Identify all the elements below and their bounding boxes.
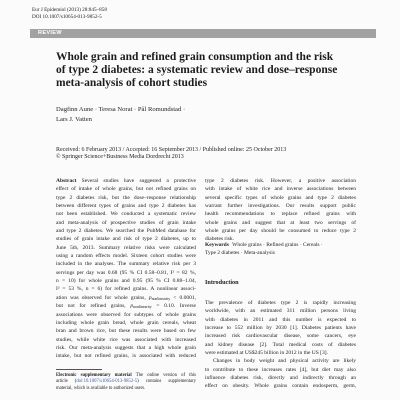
text-segment: Electronic supplementary material — [56, 372, 132, 378]
text-segment: whole grains and suggest that at least two servings of — [205, 219, 356, 226]
author-separator: · — [94, 106, 98, 113]
text-segment: The prevalence of diabetes type 2 is rapidly increasing — [205, 300, 356, 306]
text-segment: intake, but not refined grains, is associated with reduced — [56, 353, 196, 360]
paragraph — [56, 177, 196, 361]
footnote-rule — [56, 369, 102, 370]
text-segment: bran and brown rice, but these results were based on few — [56, 328, 196, 335]
text-segment: and meta-analysis of prospective studies of grain intake — [56, 219, 196, 226]
journal-citation: Eur J Epidemiol (2013) 28:845–858 — [32, 7, 107, 13]
text-line — [205, 341, 356, 349]
keywords-label: Keywords — [205, 242, 229, 248]
abstract-left-column — [56, 177, 196, 361]
text-line — [56, 344, 196, 352]
text-segment: associations were observed for subtypes of whole grains — [56, 311, 196, 318]
text-segment: = 0.10. Inverse — [151, 303, 196, 310]
text-line — [205, 366, 356, 374]
keyword-term: Refined grains — [266, 242, 299, 248]
author-name: Dagfinn Aune — [56, 106, 94, 113]
text-line — [56, 227, 196, 235]
text-line — [56, 336, 196, 344]
text-line — [56, 185, 196, 193]
text-segment: increase to 552 million by 2030 [1]. Diabetes patients have — [205, 325, 356, 332]
abstract-right-column — [205, 177, 356, 244]
text-segment: studies, while white rice was associated with increased — [56, 336, 196, 343]
text-line — [205, 316, 356, 324]
text-segment: < 0.0001, — [170, 294, 197, 301]
title-line: of type 2 diabetes: a systematic review and dose–response — [56, 64, 338, 76]
text-segment: nonlinearity — [133, 305, 152, 310]
text-line — [56, 386, 196, 393]
article-doi: DOI 10.1007/s10654-013-9852-5 — [32, 14, 102, 20]
text-segment: Several studies have suggested a protective — [76, 178, 196, 184]
copyright-line: © Springer Science+Business Media Dordrecht 2013 — [56, 153, 184, 160]
title-line: meta-analysis of cohort studies — [56, 77, 208, 89]
text-segment: increased risk cardiovascular disease, some cancers, eye — [205, 333, 356, 340]
text-segment: several specific types of whole grains and type 2 diabetes — [205, 194, 356, 201]
text-segment: worldwide, with an estimated 311 million persons living — [205, 308, 356, 315]
paragraph — [205, 299, 356, 357]
text-segment: type 2 diabetes risk, but the dose–response relationship — [56, 194, 196, 201]
text-segment: material, which is available to authorized users. — [56, 385, 146, 391]
text-line — [205, 382, 356, 390]
text-line — [56, 244, 196, 252]
text-line — [56, 202, 196, 210]
keyword-term: Cereals — [303, 242, 320, 248]
text-line — [56, 373, 196, 380]
text-line — [56, 210, 196, 218]
history-dates: Received: 6 February 2013 / Accepted: 16 September 2013 / Published online: 25 October 2013 — [56, 146, 287, 153]
author-list — [56, 105, 185, 124]
text-segment: including whole grain bread, whole grain cereals, wheat — [56, 319, 196, 326]
text-segment: June 5th, 2013. Summary relative risks were calculated — [56, 244, 196, 251]
text-line — [205, 349, 356, 357]
text-line — [56, 219, 196, 227]
text-line — [56, 319, 196, 327]
text-line — [56, 302, 196, 310]
article-title — [56, 51, 337, 90]
introduction-body — [205, 299, 356, 391]
keyword-separator: · — [320, 242, 323, 248]
text-segment: influence diabetes risk, directly and indirectly through an — [205, 375, 356, 382]
text-segment: The online version of this — [131, 372, 196, 378]
text-line — [205, 374, 356, 382]
author-name: Lars J. Vatten — [56, 115, 92, 123]
text-segment: ) contains supplementary — [137, 379, 196, 385]
publication-history — [56, 147, 286, 161]
author-name: Teresa Norat — [98, 106, 133, 113]
text-line — [56, 194, 196, 202]
text-segment: effect of intake of whole grains, but not refined grains on — [56, 186, 196, 193]
text-segment: health recommendations to replace refined grains with — [205, 211, 356, 218]
title-line: Whole grain and refined grain consumption and the risk — [56, 51, 334, 63]
text-line — [56, 269, 196, 277]
text-segment: whole grains per day should be consumed to reduce type 2 — [205, 228, 356, 235]
text-line — [56, 379, 196, 386]
article-type-label: REVIEW — [38, 30, 62, 36]
text-segment: warrant further investigations. Our results support public — [205, 203, 356, 210]
text-segment: article ( — [56, 379, 77, 385]
text-line — [205, 177, 356, 185]
keyword-term: Whole grains — [232, 242, 262, 248]
text-line — [205, 332, 356, 340]
text-segment: between different types of grains and type 2 diabetes has — [56, 203, 196, 210]
text-segment: with intake of white rice and inverse associations between — [205, 186, 356, 193]
introduction-heading: Introduction — [205, 279, 239, 286]
text-line — [56, 252, 196, 260]
text-segment: ation was observed for whole grains, — [56, 294, 149, 301]
keyword-separator: · — [262, 242, 265, 248]
text-segment: Changes in body weight and physical activity are likely — [213, 358, 356, 365]
keyword-term: Meta-analysis — [244, 250, 275, 257]
text-line — [205, 357, 356, 365]
journal-header — [32, 7, 107, 21]
text-segment: p — [148, 294, 152, 301]
text-segment: risk. Our meta-analysis suggests that a high whole grain — [56, 344, 196, 351]
paragraph — [56, 373, 196, 393]
paragraph — [205, 357, 356, 390]
text-segment: nonlinearity — [151, 296, 171, 301]
text-segment: I² = 53 %, n = 6) for refined grains. A nonlinear associ- — [56, 286, 196, 293]
text-segment: diabetes risk. — [205, 236, 235, 243]
text-segment: Abstract — [56, 178, 77, 184]
text-line — [56, 352, 196, 360]
text-segment: using a random effects model. Sixteen cohort studies were — [56, 253, 196, 260]
text-segment: effect on obesity. Whole grains contain endosperm, germ, — [205, 383, 356, 390]
text-line — [56, 277, 196, 285]
supplementary-note — [56, 373, 196, 393]
text-line — [205, 227, 356, 235]
text-line — [205, 185, 356, 193]
text-segment: p — [130, 303, 134, 310]
text-segment: and type 2 diabetes. We searched the PubMed database for — [56, 228, 196, 235]
text-line — [205, 210, 356, 218]
text-segment: servings per day was 0.68 (95 % CI 0.58–0.81, I² = 82 %, — [56, 269, 196, 276]
text-line — [205, 194, 356, 202]
doi-link[interactable]: doi:10.1007/s10654-013-9852-5 — [76, 379, 138, 385]
text-line — [56, 285, 196, 293]
author-name: Pål Romundstad — [137, 106, 182, 113]
keyword-term: Type 2 diabetes — [205, 250, 240, 257]
text-line — [56, 177, 196, 185]
text-line — [205, 324, 356, 332]
text-segment: and kidney disease [2]. Total medical costs of diabetes — [205, 341, 356, 348]
paragraph — [205, 177, 356, 244]
text-line — [205, 202, 356, 210]
text-line — [205, 219, 356, 227]
text-line — [56, 311, 196, 319]
text-line — [205, 299, 356, 307]
text-line — [56, 235, 196, 243]
text-line — [56, 327, 196, 335]
keywords — [205, 241, 356, 258]
text-segment: but not for refined grains, — [56, 303, 131, 310]
text-segment: to contribute to these increases rates [4], but diet may also — [205, 366, 356, 373]
keyword-separator: · — [299, 242, 302, 248]
text-segment: type 2 diabetes risk. However, a positive association — [205, 178, 356, 184]
text-segment: n = 10) for whole grains and 0.95 (95 % CI 0.88–1.04, — [56, 278, 196, 285]
text-segment: studies of grain intake and risk of type 2 diabetes, up to — [56, 236, 196, 243]
author-separator: · — [134, 106, 137, 113]
text-segment: not been established. We conducted a systematic review — [56, 211, 196, 218]
author-separator: · — [182, 106, 186, 113]
text-segment: included in the analyses. The summary relative risk per 3 — [56, 261, 196, 268]
text-line — [205, 307, 356, 315]
text-line — [56, 294, 196, 302]
article-type-bar — [30, 29, 376, 38]
text-segment: with diabetes in 2011 and this number is expected to — [205, 316, 356, 323]
text-line — [56, 260, 196, 268]
text-segment: were estimated at US$245 billion in 2012 in the US [3]. — [205, 350, 328, 357]
keyword-separator: · — [240, 250, 243, 257]
